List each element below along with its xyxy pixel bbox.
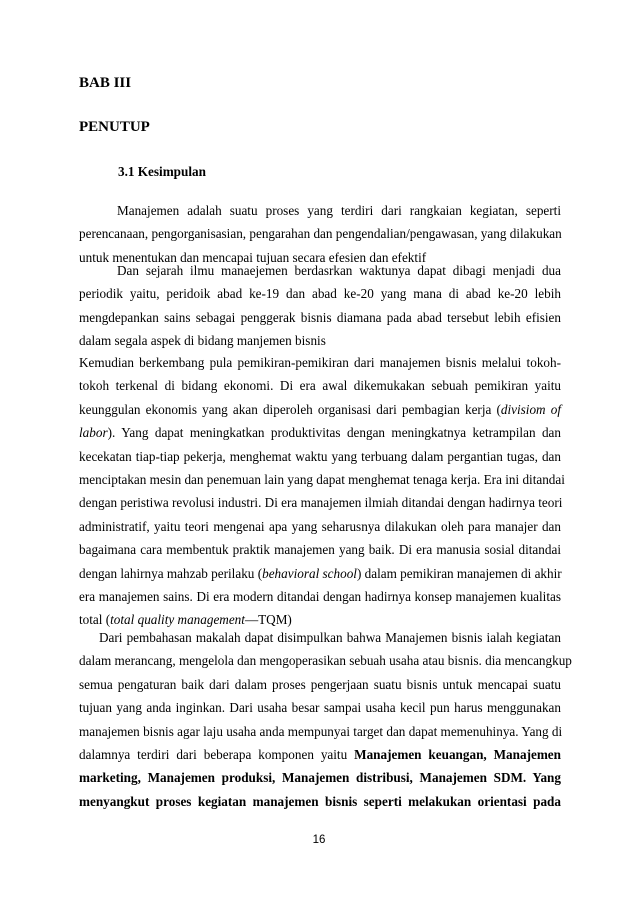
text-line [79,562,561,585]
text-line: Kemudian berkembang pula pemikiran-pemikiran dari manajemen bisnis melalui tokoh- [79,355,561,370]
paragraph-history [79,259,561,353]
text-line: Dan sejarah ilmu manaejemen berdasrkan waktunya dapat dibagi menjadi dua [117,263,561,278]
text-line: administratif, yaitu teori mengenai apa yang seharusnya dilakukan oleh para manajer dan [79,518,561,534]
text-line: untuk menentukan dan mencapai tujuan secara efesien dan efektif [79,249,427,265]
text-line: manajemen bisnis agar laju usaha anda mempunyai target dan dapat memenuhinya. Yang di [79,723,563,739]
text-line: Dari pembahasan makalah dapat disimpulkan bahwa Manajemen bisnis ialah kegiatan [99,630,561,645]
text-run: dalamnya terdiri dari beberapa komponen yaitu [79,746,355,762]
text-run: dengan lahirnya mahzab perilaku ( [79,565,263,581]
text-line: tokoh terkenal di bidang ekonomi. Di era awal dikemukakan sebuah pemikiran yaitu [79,378,561,394]
text-line: semua pengaturan baik dari dalam proses pengerjaan suatu bisnis untuk mencapai suatu [79,676,561,692]
text-line: periodik yaitu, peridoik abad ke-19 dan abad ke-20 yang mana di abad ke-20 lebih [79,286,561,302]
text-line: Manajemen adalah suatu proses yang terdiri dari rangkaian kegiatan, seperti [117,203,561,218]
text-line: era manajemen sains. Di era modern ditandai dengan hadirnya konsep manajemen kualitas [79,588,561,604]
text-run: —TQM) [244,612,292,628]
page-number: 16 [312,834,326,846]
text-line: tujuan yang anda inginkan. Dari usaha besar sampai usaha kecil pun harus menggunakan [79,700,561,716]
text-line [79,421,561,444]
text-line [79,743,561,766]
bold-term: Manajemen keuangan, Manajemen [354,746,561,762]
text-line: mengdepankan sains sebagai penggerak bisnis diamana pada abad tersebut lebih efisien [79,309,561,325]
text-line: perencanaan, pengorganisasian, pengarahan dan pengendalian/pengawasan, yang dilakukan [79,226,562,242]
text-run: keunggulan ekonomis yang akan diperoleh organisasi dari pembagian kerja ( [79,401,501,417]
chapter-title: PENUTUP [79,119,150,135]
section-heading: 3.1 Kesimpulan [118,164,206,179]
paragraph-conclusion [79,626,572,813]
text-line: kecekatan tiap-tiap pekerja, menghemat waktu yang terbuang dalam pergantian tugas, dan [79,448,561,464]
text-line: dalam merancang, mengelola dan mengoperasikan sebuah usaha atau bisnis. dia mencangkup [79,653,572,669]
paragraph-development [79,351,565,632]
text-line [79,398,561,421]
italic-term: behavioral school [262,565,357,581]
text-run: total ( [79,612,111,628]
text-run: ) dalam pemikiran manajemen di akhir [356,565,562,581]
italic-term: divisiom of [500,401,561,417]
text-run: ). Yang dapat meningkatkan produktivitas dengan meningkatnya ketrampilan dan [107,425,561,441]
text-line: menciptakan mesin dan penemuan lain yang dapat menghemat tenaga kerja. Era ini ditandai [79,471,565,487]
text-line: dengan peristiwa revolusi industri. Di era manajemen ilmiah ditandai dengan hadirnya teori [79,495,563,511]
text-line: dalam segala aspek di bidang manjemen bisnis [79,333,326,349]
chapter-label: BAB III [79,75,132,91]
text-line: bagaimana cara membentuk praktik manajemen yang baik. Di era manusia sosial ditandai [79,542,561,558]
text-line: menyangkut proses kegiatan manajemen bisnis seperti melakukan orientasi pada [79,793,561,809]
italic-term: labor [79,425,108,441]
text-line: marketing, Manajemen produksi, Manajemen distribusi, Manajemen SDM. Yang [79,770,561,786]
italic-term: total quality management [110,612,245,628]
